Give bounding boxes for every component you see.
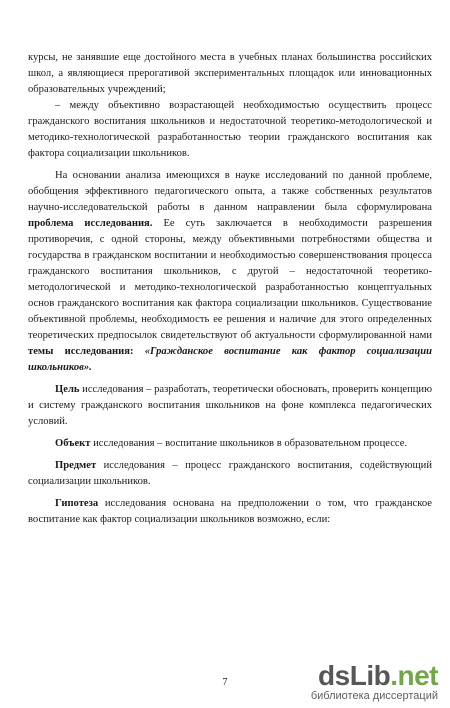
subject-term: Предмет: [55, 460, 97, 471]
page-number: 7: [222, 677, 228, 688]
site-watermark: [300, 660, 440, 704]
research-topic-title: «Гражданское воспитание как фактор социализации школьников».: [28, 346, 433, 373]
paragraph-text: исследования основана на предположении о том, что гражданское воспитание как фактор социализации школьников возможно, если:: [28, 498, 432, 525]
research-topic-term: темы исследования:: [28, 346, 134, 357]
paragraph: [28, 50, 432, 98]
paragraph-text: Ее суть заключается в необходимости разрешения противоречия, с одной стороны, между объективными потребностями общества и государства в гражданском воспитании и необходимостью совершенствования процесса гражданского воспитания школьников, с другой – недостаточной теоретико-методологической и методико-технологической разработанностью концептуальных основ гражданского воспитания как фактора социализации школьников. Существование объективной проблемы, необходимость ее решения и наличие для этого определенных теоретических предпосылок свидетельствуют об актуальности сформулированной нами: [28, 218, 432, 341]
paragraph: [28, 458, 432, 490]
paragraph-text: исследования – воспитание школьников в образовательном процессе.: [90, 438, 408, 449]
paragraph-text: курсы, не занявшие еще достойного места в учебных планах большинства российских школ, а являющиеся прерогативой экспериментальных площадок или инновационных образовательных учреждений;: [28, 52, 432, 95]
watermark-subtitle: библиотека диссертаций: [310, 690, 438, 702]
object-term: Объект: [55, 438, 91, 449]
watermark-logo-domain: .net: [390, 660, 438, 691]
paragraph: [28, 436, 432, 452]
hypothesis-term: Гипотеза: [55, 498, 99, 509]
research-problem-term: проблема исследования.: [28, 218, 153, 229]
watermark-logo-text: dsLib: [318, 660, 391, 691]
paragraph: [28, 496, 432, 528]
goal-term: Цель: [55, 384, 80, 395]
paragraph-text: – между объективно возрастающей необходимостью осуществить процесс гражданского воспитания школьников и недостаточной теоретико-методологической и методико-технологической разработанностью теории гражданского воспитания как фактора социализации школьников.: [28, 100, 432, 159]
paragraph-text: исследования – процесс гражданского воспитания, содействующий социализации школьников.: [28, 460, 432, 487]
watermark-logo: [318, 660, 438, 692]
paragraph-text: исследования – разработать, теоретически обосновать, проверить концепцию и систему гражданского воспитания школьников на фоне комплекса педагогических условий.: [28, 384, 433, 427]
paragraph: [28, 168, 432, 376]
paragraph: [28, 382, 432, 430]
paragraph: [28, 98, 432, 162]
paragraph-text: На основании анализа имеющихся в науке исследований по данной проблеме, обобщения эффективного педагогического опыта, а также собственных результатов научно-исследовательской работы в данном направлении была сформулирована: [28, 170, 432, 213]
document-page: [28, 50, 432, 528]
